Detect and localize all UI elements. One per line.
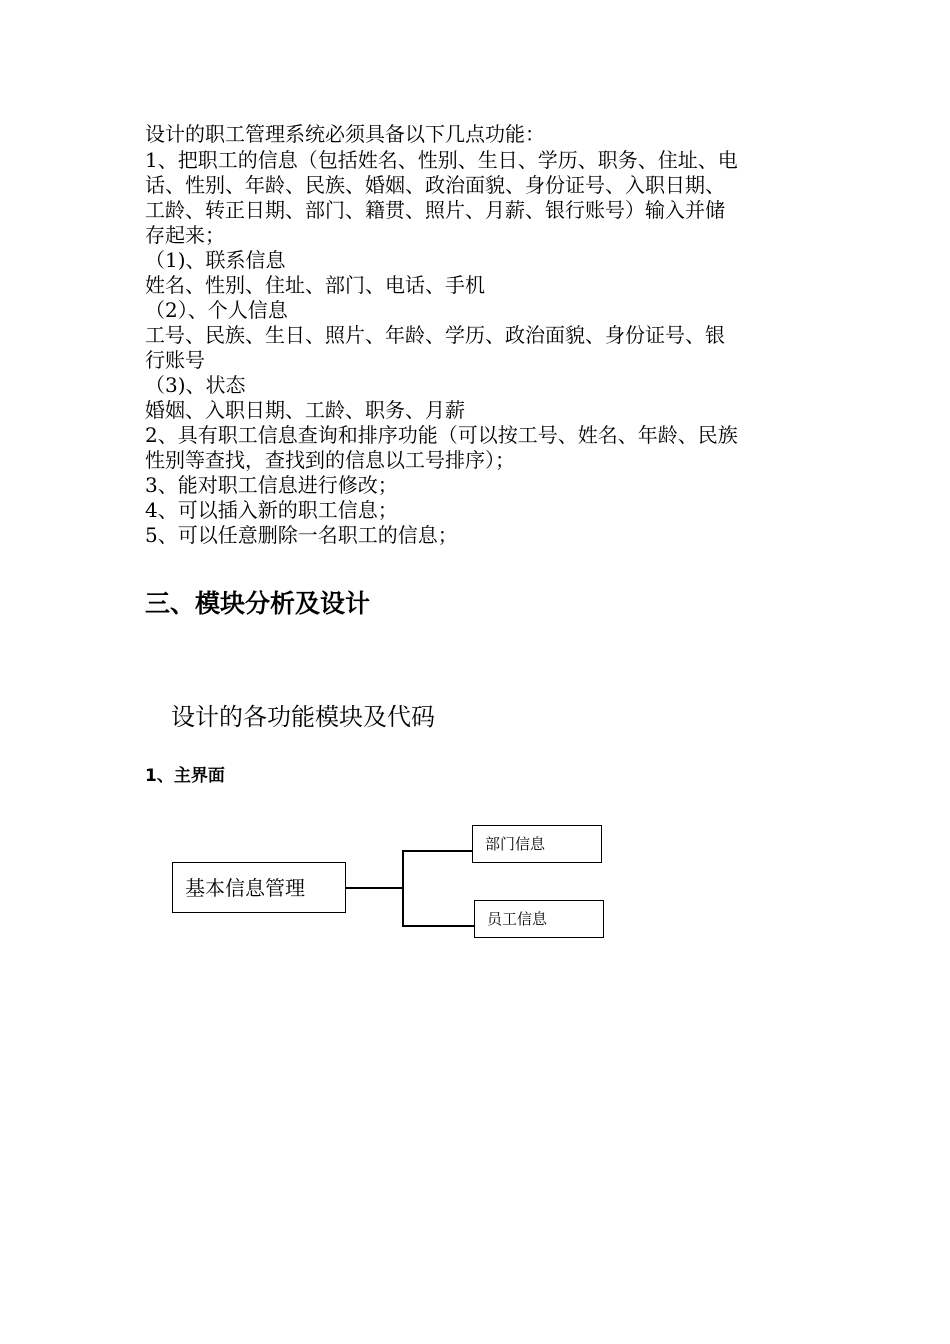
requirement-2-line-1: 2、具有职工信息查询和排序功能（可以按工号、姓名、年龄、民族 [145,423,738,447]
personal-info-fields-line-1: 工号、民族、生日、照片、年龄、学历、政治面貌、身份证号、银 [145,323,725,347]
status-heading: （3)、状态 [145,373,246,397]
diagram-employee-box: 员工信息 [474,900,604,938]
requirement-1-line-1: 1、把职工的信息（包括姓名、性别、生日、学历、职务、住址、电 [145,148,738,172]
diagram-department-box: 部门信息 [472,825,602,863]
personal-info-heading: （2）、个人信息 [145,298,288,322]
diagram-connector-root [346,887,403,889]
requirement-2-line-2: 性别等查找，查找到的信息以工号排序）； [145,448,515,472]
status-fields: 婚姻、入职日期、工龄、职务、月薪 [145,398,465,422]
item-heading: 1、主界面 [145,766,225,786]
diagram-connector-vertical [402,850,404,926]
requirement-5: 5、可以任意删除一名职工的信息； [145,523,458,547]
diagram-connector-top [402,850,473,852]
contact-info-heading: （1)、联系信息 [145,248,286,272]
diagram-connector-bottom [402,925,475,927]
requirement-1-line-2: 话、性别、年龄、民族、婚姻、政治面貌、身份证号、入职日期、 [145,173,725,197]
contact-info-fields: 姓名、性别、住址、部门、电话、手机 [145,273,485,297]
diagram-root-box: 基本信息管理 [172,862,346,913]
requirement-1-line-3: 工龄、转正日期、部门、籍贯、照片、月薪、银行账号）输入并储 [145,198,725,222]
intro-line: 设计的职工管理系统必须具备以下几点功能： [145,122,545,146]
subheading: 设计的各功能模块及代码 [171,703,435,731]
requirement-4: 4、可以插入新的职工信息； [145,498,398,522]
requirement-1-line-4: 存起来； [145,223,225,247]
personal-info-fields-line-2: 行账号 [145,348,205,372]
section-heading: 三、模块分析及设计 [145,589,371,618]
requirement-3: 3、能对职工信息进行修改； [145,473,398,497]
